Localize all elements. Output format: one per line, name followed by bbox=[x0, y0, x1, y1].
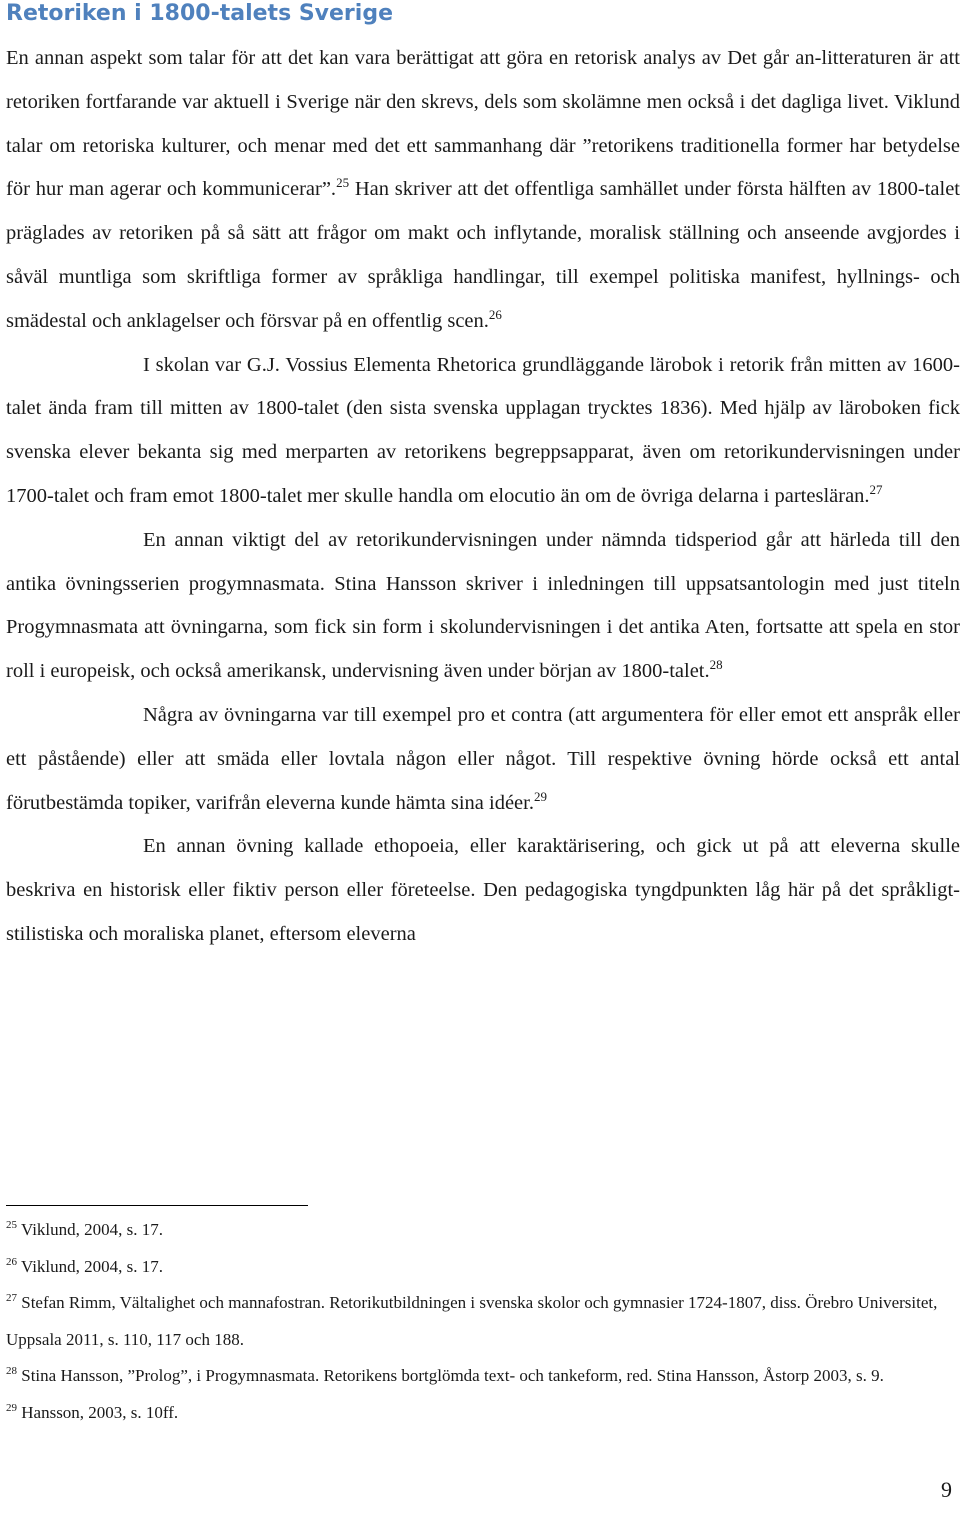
paragraph-1b-text: Han skriver att det offentliga samhället under första hälften av 1800-talet präglades av retoriken på så sätt att frågor om makt och inflytande, moralisk ställning och anseende avgjordes i såväl muntliga som skriftliga former av språkliga handlingar, till exempel politiska manifest, hyllnings- och smädestal och anklagelser och försvar på en offentlig scen. bbox=[6, 178, 960, 332]
footnotes bbox=[6, 1212, 956, 1431]
paragraph-1 bbox=[6, 37, 960, 344]
paragraph-1a-text: En annan aspekt som talar för att det kan vara berättigat att göra en retorisk analys av Det går an-litteraturen är att retoriken fortfarande var aktuell i Sverige när den skrevs, dels som skolämne men också i det dagliga livet. Viklund talar om retoriska kulturer, och menar med det ett sammanhang där ”retorikens traditionella former har betydelse för hur man agerar och kommunicerar”. bbox=[6, 47, 960, 201]
body-text bbox=[6, 37, 960, 957]
footnote-ref-28[interactable]: 28 bbox=[709, 657, 723, 673]
footnote-text: Viklund, 2004, s. 17. bbox=[17, 1256, 164, 1276]
paragraph-3 bbox=[6, 519, 960, 694]
paragraph-5-text: En annan övning kallade ethopoeia, eller karaktärisering, och gick ut på att eleverna skulle beskriva en historisk eller fiktiv person eller företeelse. Den pedagogiska tyngdpunkten låg här på det språkligt-stilistiska och moraliska planet, eftersom eleverna bbox=[6, 835, 960, 945]
footnote-number: 27 bbox=[6, 1292, 17, 1304]
footnote-27 bbox=[6, 1285, 956, 1358]
footnote-number: 25 bbox=[6, 1219, 17, 1231]
footnote-text: Hansson, 2003, s. 10ff. bbox=[17, 1402, 179, 1422]
footnote-number: 26 bbox=[6, 1255, 17, 1268]
paragraph-2-text: I skolan var G.J. Vossius Elementa Rhetorica grundläggande lärobok i retorik från mitten av 1600-talet ända fram till mitten av 1800-talet (den sista svenska upplagan trycktes 1836). Med hjälp av läroboken fick svenska elever bekanta sig med merparten av retorikens begreppsapparat, även om retorikundervisningen under 1700-talet och fram emot 1800-talet mer skulle handla om elocutio än om de övriga delarna i partesläran. bbox=[6, 353, 960, 507]
paragraph-2 bbox=[6, 344, 960, 519]
paragraph-4-text: Några av övningarna var till exempel pro et contra (att argumentera för eller emot ett anspråk eller ett påstående) eller att smäda eller lovtala någon eller något. Till respektive övning hörde också ett antal förutbestämda topiker, varifrån eleverna kunde hämta sina idéer. bbox=[6, 703, 960, 814]
section-heading: Retoriken i 1800-talets Sverige bbox=[6, 1, 393, 26]
page-number: 9 bbox=[941, 1477, 952, 1502]
footnote-text: Stina Hansson, ”Prolog”, i Progymnasmata. Retorikens bortglömda text- och tankeform, red. Stina Hansson, Åstorp 2003, s. 9. bbox=[17, 1366, 884, 1385]
footnote-25 bbox=[6, 1212, 956, 1249]
paragraph-4 bbox=[6, 694, 960, 825]
footnote-number: 28 bbox=[6, 1365, 17, 1377]
footnote-ref-27[interactable]: 27 bbox=[869, 481, 883, 497]
footnote-ref-25[interactable]: 25 bbox=[336, 175, 350, 191]
paragraph-3-text: En annan viktigt del av retorikundervisningen under nämnda tidsperiod går att härleda till den antika övningsserien progymnasmata. Stina Hansson skriver i inledningen till uppsatsantologin med just titeln Progymnasmata att övningarna, som fick sin form i skolundervisningen i det antika Aten, fortsatte att spela en stor roll i europeisk, och också amerikansk, undervisning även under början av 1800-talet. bbox=[6, 528, 960, 683]
footnote-26 bbox=[6, 1249, 956, 1286]
paragraph-5 bbox=[6, 825, 960, 956]
footnote-text: Viklund, 2004, s. 17. bbox=[17, 1220, 164, 1239]
footnote-28 bbox=[6, 1358, 956, 1395]
footnote-ref-29[interactable]: 29 bbox=[533, 788, 547, 804]
footnote-number: 29 bbox=[6, 1401, 17, 1414]
footnote-text: Stefan Rimm, Vältalighet och mannafostran. Retorikutbildningen i svenska skolor och gymnasier 1724-1807, diss. Örebro Universitet, Uppsala 2011, s. 110, 117 och 188. bbox=[6, 1293, 938, 1349]
footnote-ref-26[interactable]: 26 bbox=[488, 306, 502, 322]
footnote-separator bbox=[6, 1205, 308, 1206]
footnote-29 bbox=[6, 1395, 956, 1432]
